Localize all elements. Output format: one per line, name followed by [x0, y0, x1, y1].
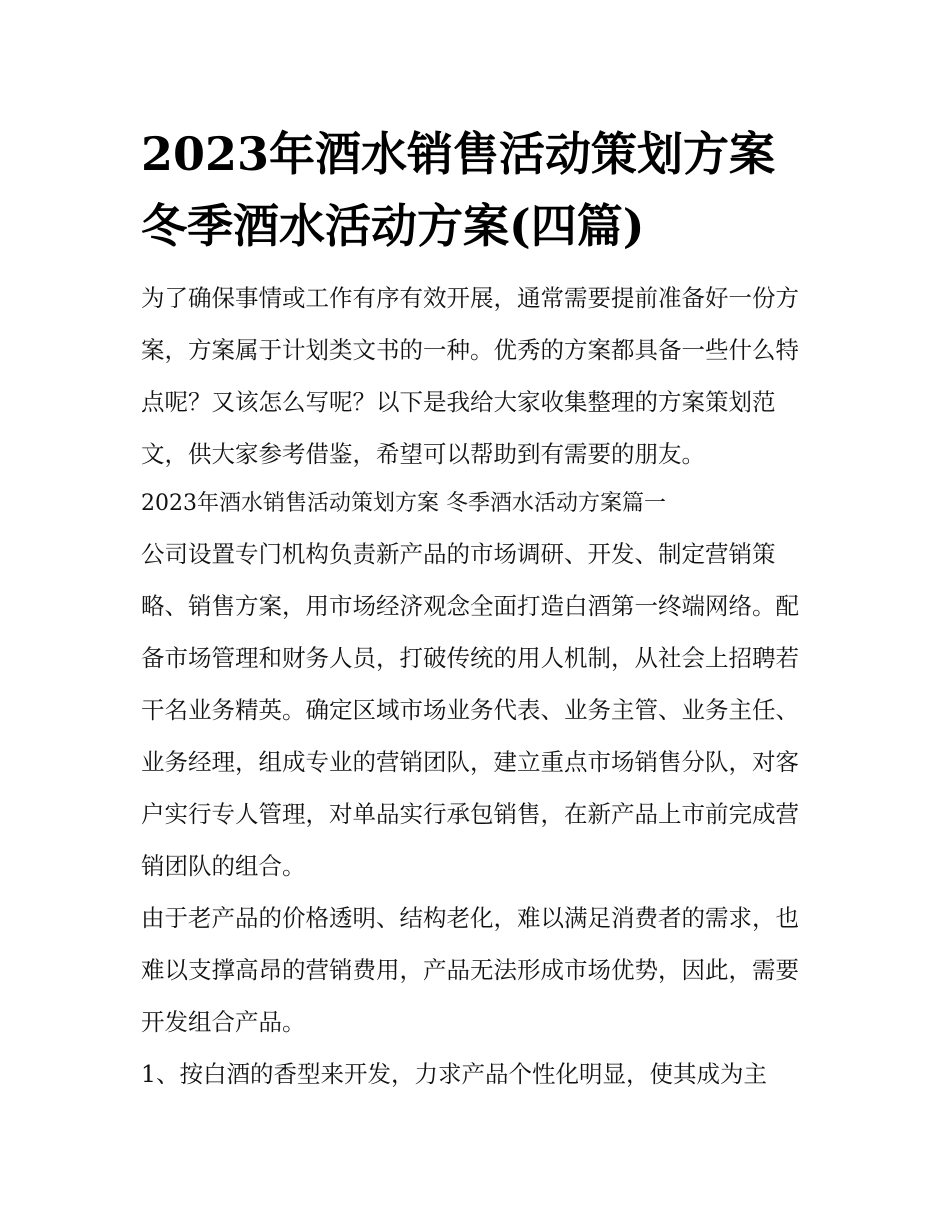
document-title [141, 118, 821, 262]
section-heading: 2023年酒水销售活动策划方案 冬季酒水活动方案篇一 [141, 491, 666, 516]
title-line-2: 冬季酒水活动方案(四篇) [141, 199, 645, 253]
body-paragraph-3: 1、按白酒的香型来开发，力求产品个性化明显，使其成为主 [141, 1060, 767, 1088]
body-paragraph-1: 公司设置专门机构负责新产品的市场调研、开发、制定营销策略、销售方案，用市场经济观念全面打造白酒第一终端网络。配备市场管理和财务人员，打破传统的用人机制，从社会上招聘若干名业务精英。确定区域市场业务代表、业务主管、业务主任、业务经理，组成专业的营销团队，建立重点市场销售分队，对客户实行专人管理，对单品实行承包销售，在新产品上市前完成营销团队的组合。 [141, 540, 799, 880]
title-line-1: 2023年酒水销售活动策划方案 [141, 127, 776, 181]
document-body [141, 118, 821, 1100]
intro-paragraph: 为了确保事情或工作有序有效开展，通常需要提前准备好一份方案，方案属于计划类文书的一种。优秀的方案都具备一些什么特点呢？又该怎么写呢？以下是我给大家收集整理的方案策划范文，供大家参考借鉴，希望可以帮助到有需要的朋友。 [141, 284, 799, 468]
body-paragraph-2: 由于老产品的价格透明、结构老化，难以满足消费者的需求，也难以支撑高昂的营销费用，产品无法形成市场优势，因此，需要开发组合产品。 [141, 904, 799, 1036]
